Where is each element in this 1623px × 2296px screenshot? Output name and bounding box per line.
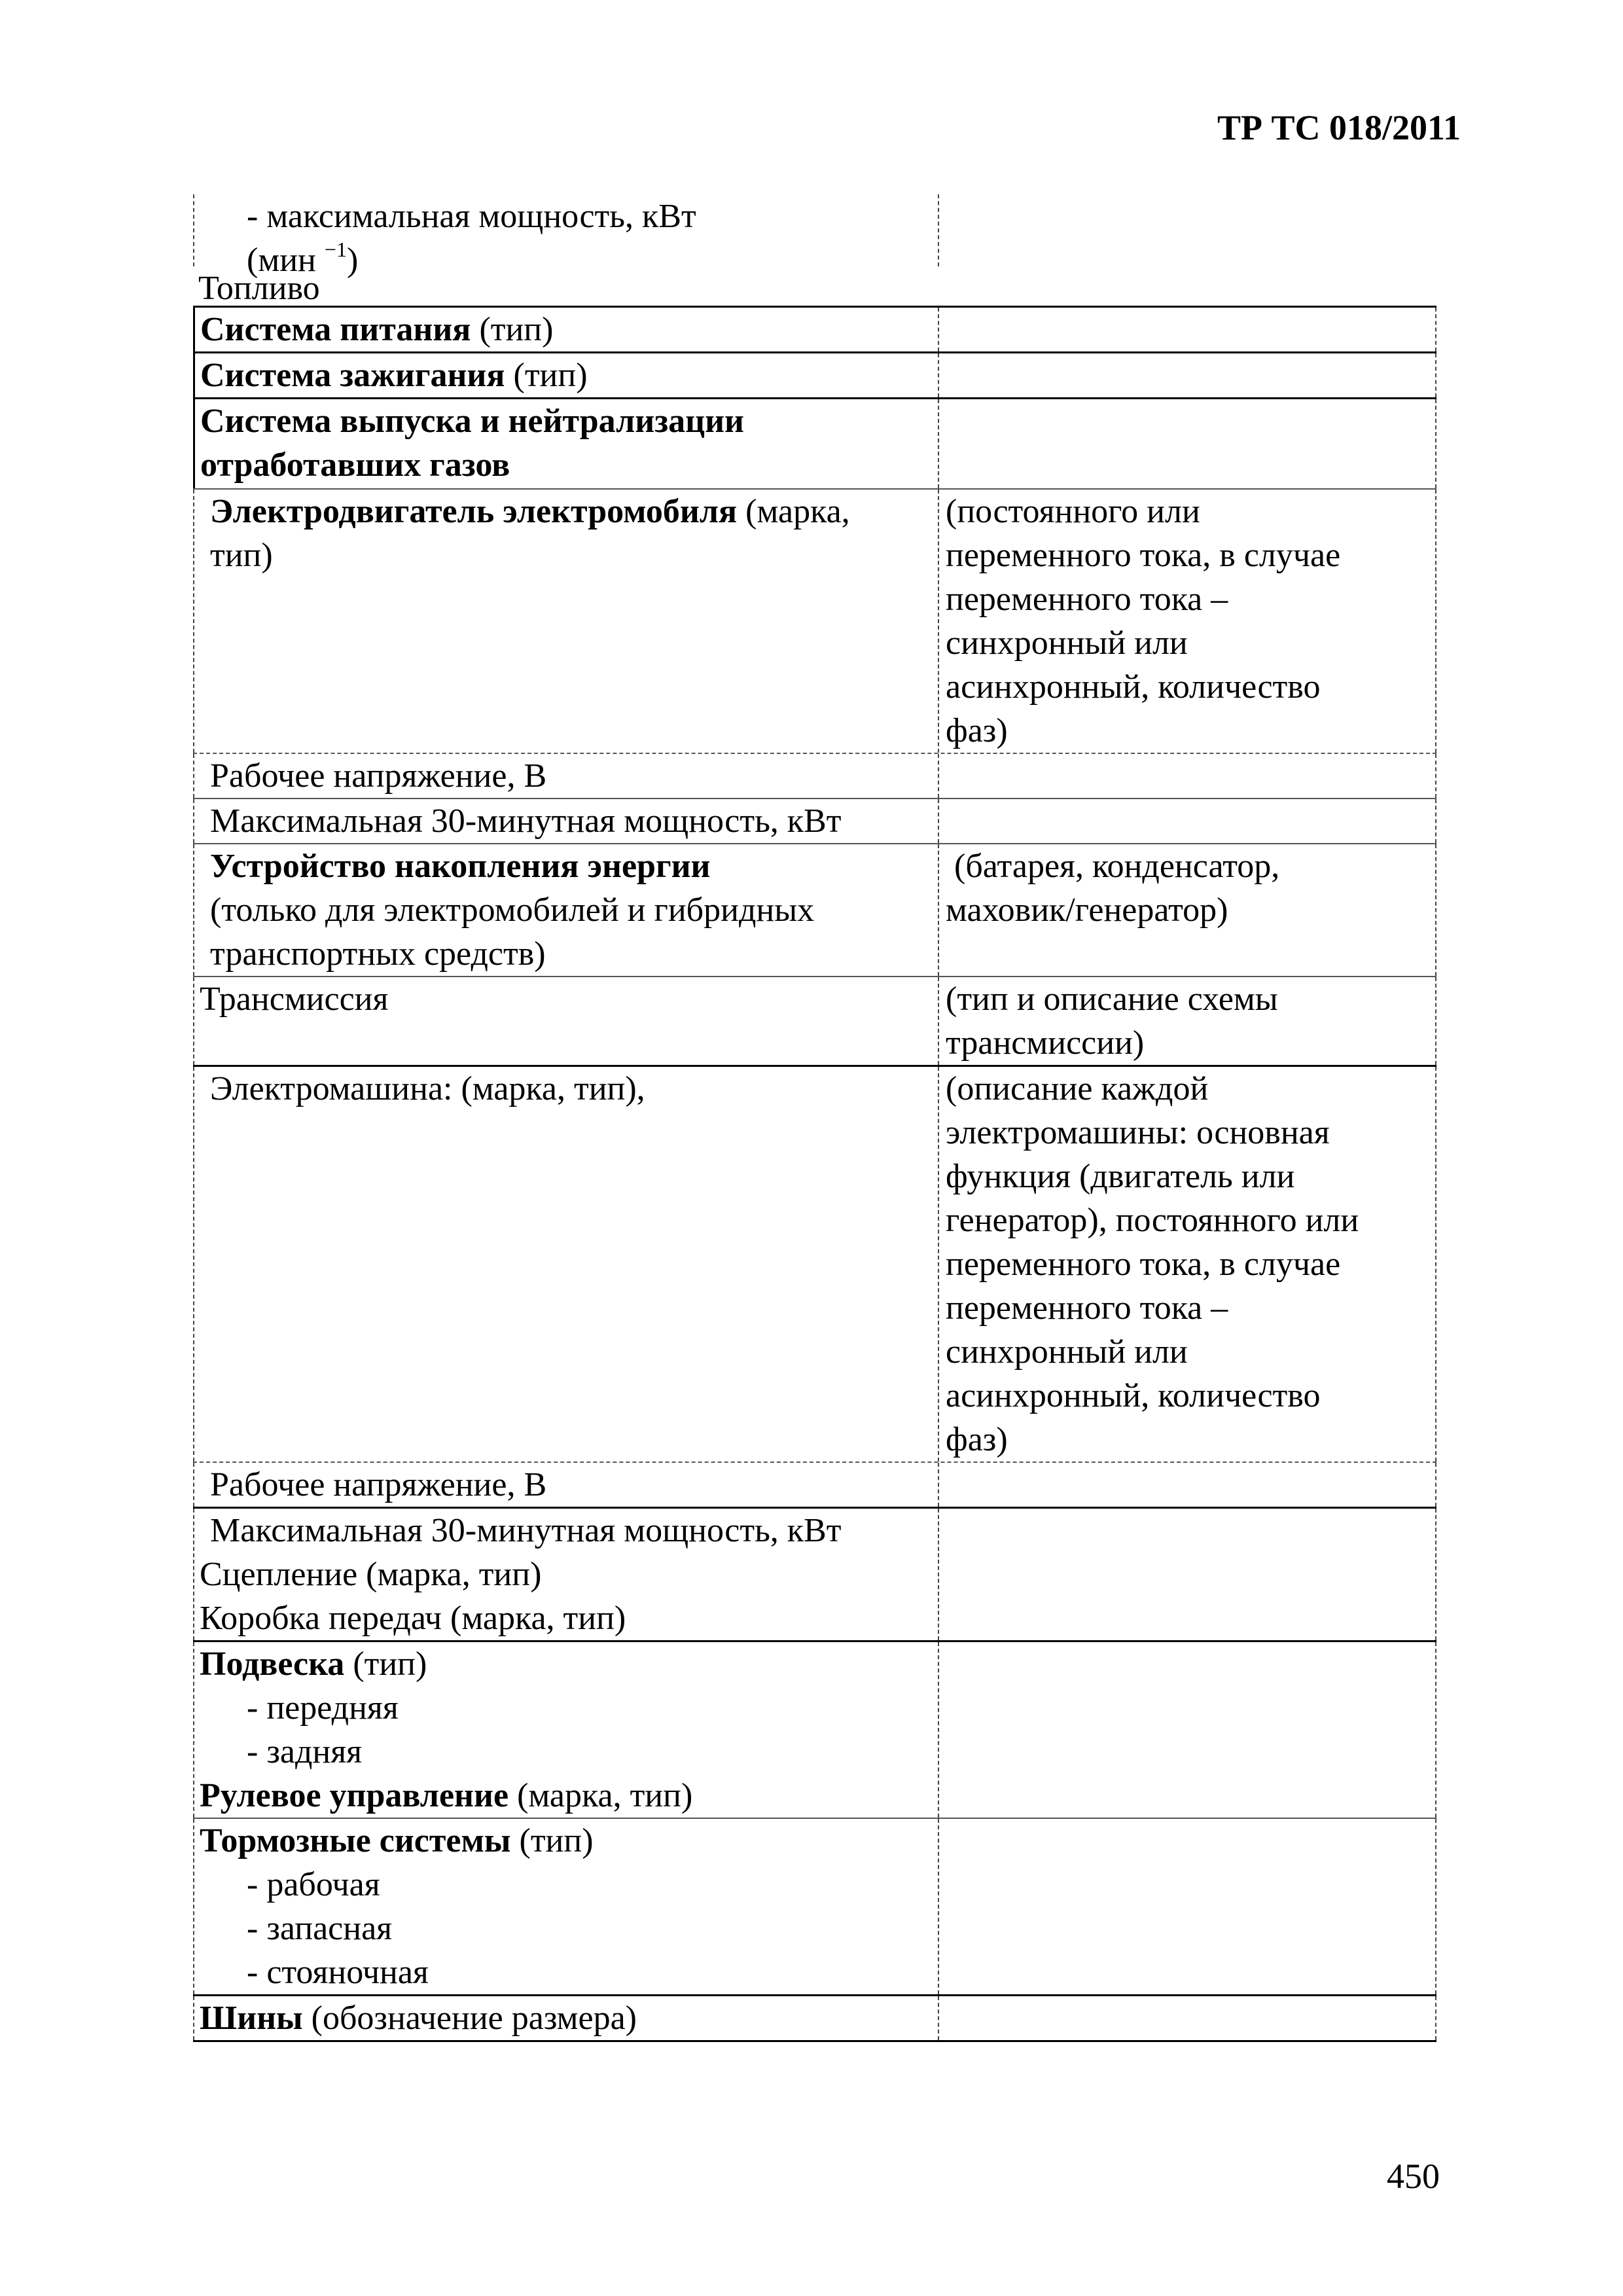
- tyres-size: (обозначение размера): [302, 2000, 637, 2037]
- table-row: [193, 976, 1436, 1065]
- electric-motor-label: Электродвигатель электромобиля: [210, 493, 738, 530]
- row-left-cell: [193, 1463, 939, 1507]
- row-right-cell: [939, 1819, 1436, 1994]
- row-left-cell: [193, 1067, 939, 1462]
- operating-voltage-label: Рабочее напряжение, В: [210, 1466, 547, 1503]
- row-right-cell: [939, 1067, 1436, 1462]
- table-row: [193, 306, 1436, 351]
- table-row: [193, 266, 1436, 306]
- machine-desc-line: переменного тока –: [946, 1289, 1228, 1327]
- electric-motor-type: тип): [210, 537, 273, 574]
- row-right-cell: [939, 977, 1436, 1065]
- clutch-label: Сцепление (марка, тип): [200, 1556, 542, 1593]
- operating-voltage-label: Рабочее напряжение, В: [210, 757, 547, 795]
- spec-table: [193, 194, 1436, 2042]
- row-left-cell: [193, 1642, 939, 1818]
- row-left-cell: [193, 1509, 939, 1640]
- brake-service: - рабочая: [247, 1866, 380, 1903]
- energy-storage-desc: (батарея, конденсатор,: [946, 848, 1280, 885]
- machine-desc-line: генератор), постоянного или: [946, 1202, 1359, 1239]
- row-right-cell: [939, 1642, 1436, 1818]
- max-30min-power-label: Максимальная 30-минутная мощность, кВт: [210, 1512, 842, 1549]
- machine-desc-line: функция (двигатель или: [946, 1158, 1295, 1195]
- row-left-cell: [193, 1996, 939, 2040]
- transmission-desc: (тип и описание схемы: [946, 980, 1278, 1018]
- suspension-type: (тип): [344, 1645, 427, 1683]
- row-left-cell: [193, 490, 939, 753]
- row-right-cell: [939, 266, 1436, 306]
- table-row: [193, 1462, 1436, 1507]
- ignition-system-label: Система зажигания: [200, 357, 505, 394]
- machine-desc-line: асинхронный, количество: [946, 1377, 1321, 1414]
- document-code: ТР ТС 018/2011: [1217, 108, 1461, 147]
- energy-storage-label: Устройство накопления энергии: [210, 848, 711, 885]
- row-right-cell: [939, 308, 1436, 351]
- supply-system-type: (тип): [471, 311, 554, 348]
- row-left-cell: [193, 308, 939, 351]
- brake-systems-label: Тормозные системы: [200, 1822, 511, 1859]
- table-row: [193, 351, 1436, 397]
- table-row: [193, 397, 1436, 488]
- row-left-cell: [193, 399, 939, 488]
- brake-systems-type: (тип): [510, 1822, 594, 1859]
- motor-desc-line: синхронный или: [946, 624, 1188, 662]
- row-right-cell: [939, 194, 1436, 266]
- row-right-cell: [939, 799, 1436, 843]
- exhaust-system-label-line1: Система выпуска и нейтрализации: [200, 403, 745, 440]
- motor-desc-line: переменного тока –: [946, 581, 1228, 618]
- table-row: [193, 488, 1436, 753]
- motor-desc-line: асинхронный, количество: [946, 668, 1321, 706]
- machine-desc-line: электромашины: основная: [946, 1114, 1330, 1151]
- brake-parking: - стояночная: [247, 1954, 429, 1991]
- row-right-cell: [939, 1509, 1436, 1640]
- energy-storage-note: транспортных средств): [210, 935, 546, 973]
- max-power-unit: (мин $^{-1}$): [247, 237, 359, 279]
- machine-desc-line: (описание каждой: [946, 1070, 1209, 1107]
- gearbox-label: Коробка передач (марка, тип): [200, 1600, 626, 1637]
- table-row: [193, 1065, 1436, 1462]
- machine-desc-line: переменного тока, в случае: [946, 1246, 1341, 1283]
- electric-machine-label: Электромашина: (марка, тип),: [210, 1070, 645, 1107]
- row-right-cell: [939, 1996, 1436, 2040]
- ignition-system-type: (тип): [505, 357, 588, 394]
- machine-desc-line: фаз): [946, 1421, 1008, 1458]
- row-right-cell: [939, 1463, 1436, 1507]
- max-30min-power-label: Максимальная 30-минутная мощность, кВт: [210, 802, 842, 840]
- row-left-cell: [193, 977, 939, 1065]
- row-right-cell: [939, 399, 1436, 488]
- suspension-label: Подвеска: [200, 1645, 345, 1683]
- row-left-cell: [193, 799, 939, 843]
- table-row: [193, 194, 1436, 279]
- steering-type: (марка, тип): [508, 1777, 693, 1814]
- table-row: [193, 1818, 1436, 1994]
- row-right-cell: [939, 353, 1436, 397]
- row-left-cell: [193, 266, 939, 306]
- row-left-cell: [193, 1819, 939, 1994]
- exhaust-system-label-line2: отработавших газов: [200, 446, 510, 484]
- motor-desc-line: (постоянного или: [946, 493, 1200, 530]
- table-row: [193, 843, 1436, 976]
- row-right-cell: [939, 490, 1436, 753]
- table-row: [193, 1507, 1436, 1640]
- row-left-cell: [193, 754, 939, 798]
- steering-label: Рулевое управление: [200, 1777, 509, 1814]
- brake-emergency: - запасная: [247, 1910, 393, 1947]
- row-left-cell: [193, 194, 939, 279]
- row-right-cell: [939, 844, 1436, 976]
- row-left-cell: [193, 844, 939, 976]
- supply-system-label: Система питания: [200, 311, 471, 348]
- table-row: [193, 1640, 1436, 1818]
- row-left-cell: [193, 353, 939, 397]
- suspension-front: - передняя: [247, 1689, 399, 1727]
- energy-storage-note: (только для электромобилей и гибридных: [210, 891, 815, 929]
- fuel-label: Топливо: [198, 270, 320, 307]
- motor-desc-line: фаз): [946, 712, 1008, 749]
- electric-motor-brand: (марка,: [737, 493, 850, 530]
- transmission-label: Трансмиссия: [200, 980, 389, 1018]
- transmission-desc: трансмиссии): [946, 1024, 1145, 1062]
- suspension-rear: - задняя: [247, 1733, 363, 1770]
- page-number: 450: [1387, 2157, 1440, 2196]
- table-row: [193, 798, 1436, 843]
- motor-desc-line: переменного тока, в случае: [946, 537, 1341, 574]
- max-power-label: - максимальная мощность, кВт: [247, 198, 696, 235]
- machine-desc-line: синхронный или: [946, 1333, 1188, 1371]
- tyres-label: Шины: [200, 2000, 303, 2037]
- table-row: [193, 753, 1436, 798]
- energy-storage-desc: маховик/генератор): [946, 891, 1228, 929]
- row-right-cell: [939, 754, 1436, 798]
- table-row: [193, 1994, 1436, 2042]
